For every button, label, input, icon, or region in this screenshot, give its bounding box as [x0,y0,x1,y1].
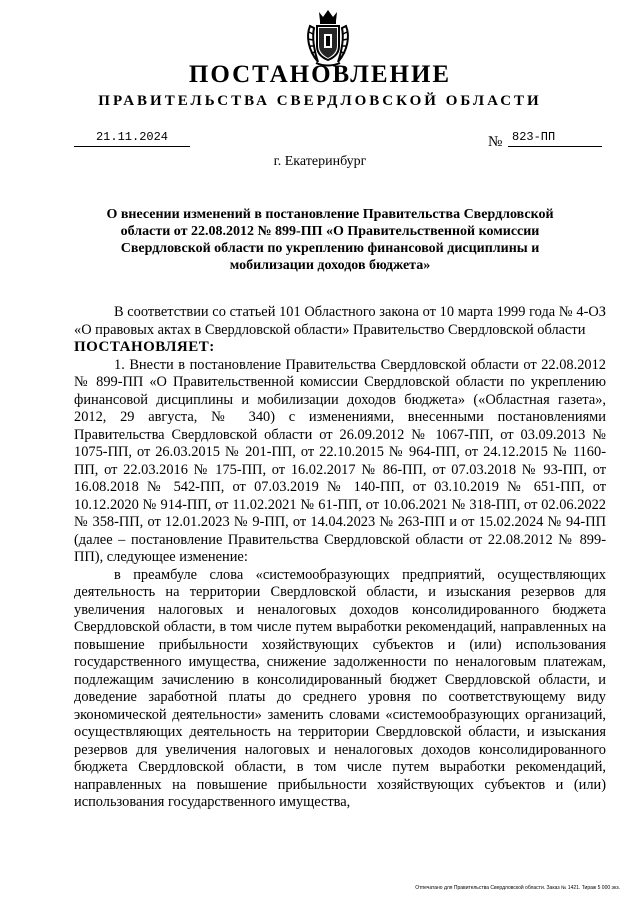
decree-word: ПОСТАНОВЛЯЕТ: [74,339,215,355]
document-date: 21.11.2024 [74,128,190,147]
coat-of-arms-icon [302,8,354,68]
city-of-issue: г. Екатеринбург [273,154,367,169]
number-sign: № [488,134,503,150]
print-footer-note: Отпечатано для Правительства Свердловской области. Заказ № 1421. Тираж 5 000 экз. [415,885,620,891]
document-type-title: ПОСТАНОВЛЕНИЕ [188,61,452,88]
document-heading: О внесении изменений в постановление Правительства Свердловской области от 22.08.2012 № 899-ПП «О Правительственной комиссии Свердловской области по укреплению финансовой дисциплины и мобилизации доходов бюджета» [106,207,554,273]
preamble-paragraph: В соответствии со статьей 101 Областного закона от 10 марта 1999 года № 4-ОЗ «О правовых актах в Свердловской области» Правительство Свердловской области [74,304,606,338]
issuer-subtitle: ПРАВИТЕЛЬСТВА СВЕРДЛОВСКОЙ ОБЛАСТИ [98,93,542,109]
decree-word-paragraph [74,339,606,357]
item-1-paragraph: 1. Внести в постановление Правительства Свердловской области от 22.08.2012 № 899-ПП «О Правительственной комиссии Свердловской области по укреплению финансовой дисциплины и мобилизации доходов бюджета» («Областная газета», 2012, 29 августа, № 340) с изменениями, внесенными постановлениями Правительства Свердловской области от 26.09.2012 № 1067-ПП, от 03.09.2013 № 1075-ПП, от 26.03.2015 № 201-ПП, от 22.10.2015 № 964-ПП, от 24.12.2015 № 1160-ПП, от 22.03.2016 № 175-ПП, от 16.02.2017 № 86-ПП, от 07.03.2018 № 93-ПП, от 16.08.2018 № 542-ПП, от 07.03.2019 № 140-ПП, от 03.10.2019 № 651-ПП, от 10.12.2020 № 914-ПП, от 11.02.2021 № 61-ПП, от 10.06.2021 № 318-ПП, от 02.06.2022 № 358-ПП, от 12.01.2023 № 9-ПП, от 14.04.2023 № 263-ПП и от 15.02.2024 № 94-ПП (далее – постановление Правительства Свердловской области от 22.08.2012 № 899-ПП), следующее изменение: [74,356,606,565]
document-number: 823-ПП [508,128,602,147]
amendment-paragraph: в преамбуле слова «системообразующих предприятий, осуществляющих деятельность на территории Свердловской области, и изыскания резервов для увеличения налоговых и неналоговых доходов консолидированного бюджета Свердловской области, в том числе путем выработки рекомендаций, направленных на повышение прибыльности хозяйствующих субъектов и (или) использования государственного имущества, снижение задолженности по неналоговым платежам, подлежащим зачислению в консолидированный бюджет Свердловской области, и доведение заработной платы до среднего уровня по соответствующему виду экономической деятельности» заменить словами «системообразующих организаций, осуществляющих деятельность на территории Свердловской области, и изыскания резервов для увеличения налоговых и неналоговых доходов консолидированного бюджета Свердловской области, в том числе путем выработки рекомендаций, направленных на повышение прибыльности хозяйствующих субъектов и (или) использования государственного имущества, [74,566,606,810]
document-body [74,304,606,812]
